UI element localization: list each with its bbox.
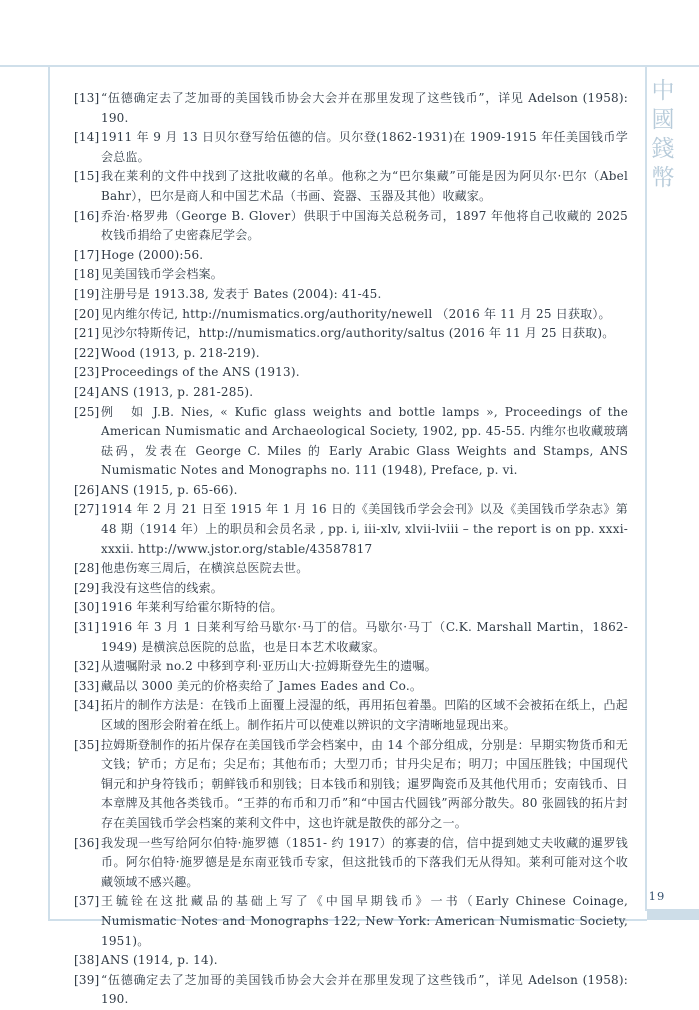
footnote-number: [24] xyxy=(74,384,100,399)
footnote-number: [26] xyxy=(74,482,100,497)
margin-watermark-china-numismatics xyxy=(650,77,676,193)
footnote-text: 我在莱利的文件中找到了这批收藏的名单。他称之为“巴尔集藏”可能是因为阿贝尔·巴尔（Abel Bahr），巴尔是商人和中国艺术品（书画、瓷器、玉器及其他）收藏家。 xyxy=(101,169,628,203)
footnote-item xyxy=(74,677,628,697)
footnote-text: 1911 年 9 月 13 日贝尔登写给伍德的信。贝尔登(1862-1931)在 1909-1915 年任美国钱币学会总监。 xyxy=(101,130,628,164)
footnote-number: [30] xyxy=(74,600,100,615)
footnote-text: 1916 年 3 月 1 日莱利写给马歇尔·马丁的信。马歇尔·马丁（C.K. Marshall Martin，1862-1949) 是横滨总医院的总监，也是日本艺术收藏家。 xyxy=(101,620,628,654)
footnote-number: [29] xyxy=(74,580,100,595)
footnotes-list xyxy=(74,89,628,1010)
footnote-text: ANS (1915, p. 65-66). xyxy=(101,482,238,497)
footnote-number: [22] xyxy=(74,345,100,360)
footnote-item xyxy=(74,971,628,1010)
watermark-char: 錢 xyxy=(651,136,675,162)
page-number-band xyxy=(647,909,699,920)
footnote-item xyxy=(74,598,628,618)
footnote-number: [38] xyxy=(74,953,100,968)
footnote-item xyxy=(74,500,628,559)
footnote-text: 1916 年莱利写给霍尔斯特的信。 xyxy=(101,600,283,615)
footnote-item xyxy=(74,305,628,325)
footnote-text: 拉姆斯登制作的拓片保存在美国钱币学会档案中，由 14 个部分组成，分别是：早期实物货币和无文钱；铲币；方足布；尖足布；其他布币；大型刀币；甘丹尖足布；明刀；中国压胜钱；中国现代铜元和护身符钱币；朝鲜钱币和别钱；日本钱币和别钱；暹罗陶瓷币及其他代用币；安南钱币、日本章牌及其他各类钱币。“王莽的布币和刀币”和“中国古代圆钱”两部分散失。80 张圆钱的拓片封存在美国钱币学会档案的莱利文件中，这也许就是散佚的部分之一。 xyxy=(101,737,628,830)
footnote-text: 拓片的制作方法是：在钱币上面覆上浸湿的纸，再用拓包着墨。凹陷的区域不会被拓在纸上，凸起区域的图形会附着在纸上。制作拓片可以使难以辨识的文字清晰地显现出来。 xyxy=(101,698,628,732)
footnote-number: [14] xyxy=(74,130,100,145)
footnote-item xyxy=(74,363,628,383)
footnote-item xyxy=(74,89,628,128)
footnote-number: [27] xyxy=(74,502,100,517)
footnote-number: [34] xyxy=(74,698,100,713)
page-number: 19 xyxy=(648,889,666,903)
footnote-item xyxy=(74,559,628,579)
footnote-item xyxy=(74,657,628,677)
frame-top-rule xyxy=(0,65,699,67)
footnote-number: [15] xyxy=(74,169,100,184)
footnote-item xyxy=(74,481,628,501)
footnote-text: Wood (1913, p. 218-219). xyxy=(101,345,260,360)
footnote-number: [35] xyxy=(74,737,100,752)
footnote-item xyxy=(74,344,628,364)
frame-right-rule xyxy=(645,65,647,911)
footnote-number: [23] xyxy=(74,365,100,380)
footnote-number: [28] xyxy=(74,561,100,576)
footnote-text: 见美国钱币学会档案。 xyxy=(101,267,224,282)
footnote-number: [32] xyxy=(74,659,100,674)
footnote-item xyxy=(74,736,628,834)
footnote-number: [13] xyxy=(74,91,100,105)
footnote-text: ANS (1914, p. 14). xyxy=(101,953,218,968)
footnote-item xyxy=(74,696,628,735)
footnote-number: [18] xyxy=(74,267,100,282)
watermark-char: 中 xyxy=(651,78,675,104)
footnote-item xyxy=(74,285,628,305)
footnote-number: [37] xyxy=(74,894,100,909)
footnote-number: [36] xyxy=(74,835,100,850)
footnote-text: 见沙尔特斯传记，http://numismatics.org/authority/saltus (2016 年 11 月 25 日获取)。 xyxy=(101,326,615,341)
footnote-item xyxy=(74,618,628,657)
footnote-text: Proceedings of the ANS (1913). xyxy=(101,365,300,380)
footnote-text: 见内维尔传记, http://numismatics.org/authority/newell （2016 年 11 月 25 日获取）。 xyxy=(101,306,611,321)
footnote-text: 注册号是 1913.38, 发表于 Bates (2004): 41-45. xyxy=(101,286,382,301)
footnote-number: [19] xyxy=(74,286,100,301)
footnote-number: [33] xyxy=(74,678,100,693)
footnote-text: ANS (1913, p. 281-285). xyxy=(101,384,254,399)
frame-left-rule xyxy=(48,65,50,921)
footnote-text: 例 如 J.B. Nies, « Kufic glass weights and bottle lamps », Proceedings of the American Numismatic and Archaeological Society, 1902, pp. 45-55. 内维尔也收藏玻璃砝码，发表在 George C. Miles 的 Early Arabic Glass Weights and Stamps, ANS Numismatic Notes and Monographs no. 111 (1948), Preface, p. vi. xyxy=(101,404,628,478)
footnote-item xyxy=(74,834,628,893)
footnote-item xyxy=(74,579,628,599)
footnote-text: 1914 年 2 月 21 日至 1915 年 1 月 16 日的《美国钱币学会会刊》以及《美国钱币学杂志》第 48 期（1914 年）上的职员和会员名录 , pp. i, iii-xlv, xlvii-lviii – the report is on pp. xxxi-xxxii. http://www.jstor.org/stable/43587817 xyxy=(101,502,628,556)
footnote-text: “伍德确定去了芝加哥的美国钱币协会大会并在那里发现了这些钱币”，详见 Adelson (1958): 190. xyxy=(101,91,628,125)
footnote-text: 我发现一些写给阿尔伯特·施罗德（1851- 约 1917）的寡妻的信，信中提到她丈夫收藏的暹罗钱币。阿尔伯特·施罗德是是东南亚钱币专家，但这批钱币的下落我们无从得知。莱利可能对这个收藏领域不感兴趣。 xyxy=(101,835,628,889)
footnote-number: [31] xyxy=(74,620,100,635)
footnote-text: 王毓铨在这批藏品的基础上写了《中国早期钱币》一书（Early Chinese Coinage, Numismatic Notes and Monographs 122, New York: American Numismatic Society, 1951)。 xyxy=(101,894,628,948)
footnote-text: 我没有这些信的线索。 xyxy=(101,580,224,595)
footnote-text: “伍德确定去了芝加哥的美国钱币协会大会并在那里发现了这些钱币”，详见 Adelson (1958): 190. xyxy=(101,972,628,1007)
footnote-item xyxy=(74,207,628,246)
footnote-item xyxy=(74,951,628,971)
watermark-char: 幣 xyxy=(651,165,675,191)
footnote-item xyxy=(74,383,628,403)
footnote-number: [21] xyxy=(74,326,100,341)
footnote-number: [25] xyxy=(74,404,100,419)
footnote-number: [16] xyxy=(74,208,100,223)
watermark-char: 國 xyxy=(651,107,675,133)
footnote-text: 从遗嘱附录 no.2 中移到亨利·亚历山大·拉姆斯登先生的遗嘱。 xyxy=(101,659,437,674)
footnote-item xyxy=(74,265,628,285)
footnote-item xyxy=(74,246,628,266)
footnote-item xyxy=(74,324,628,344)
footnote-text: Hoge (2000):56. xyxy=(101,247,204,262)
footnote-number: [17] xyxy=(74,247,100,262)
footnote-item xyxy=(74,403,628,481)
footnote-number: [20] xyxy=(74,306,100,321)
footnote-text: 他患伤寒三周后，在横滨总医院去世。 xyxy=(101,561,309,576)
footnote-text: 藏品以 3000 美元的价格卖给了 James Eades and Co.。 xyxy=(101,678,423,693)
footnote-item xyxy=(74,128,628,167)
footnote-number: [39] xyxy=(74,972,100,987)
footnote-text: 乔治·格罗弗（George B. Glover）供职于中国海关总税务司，1897 年他将自己收藏的 2025 枚钱币捐给了史密森尼学会。 xyxy=(101,208,628,243)
footnote-item xyxy=(74,892,628,951)
footnote-item xyxy=(74,167,628,206)
